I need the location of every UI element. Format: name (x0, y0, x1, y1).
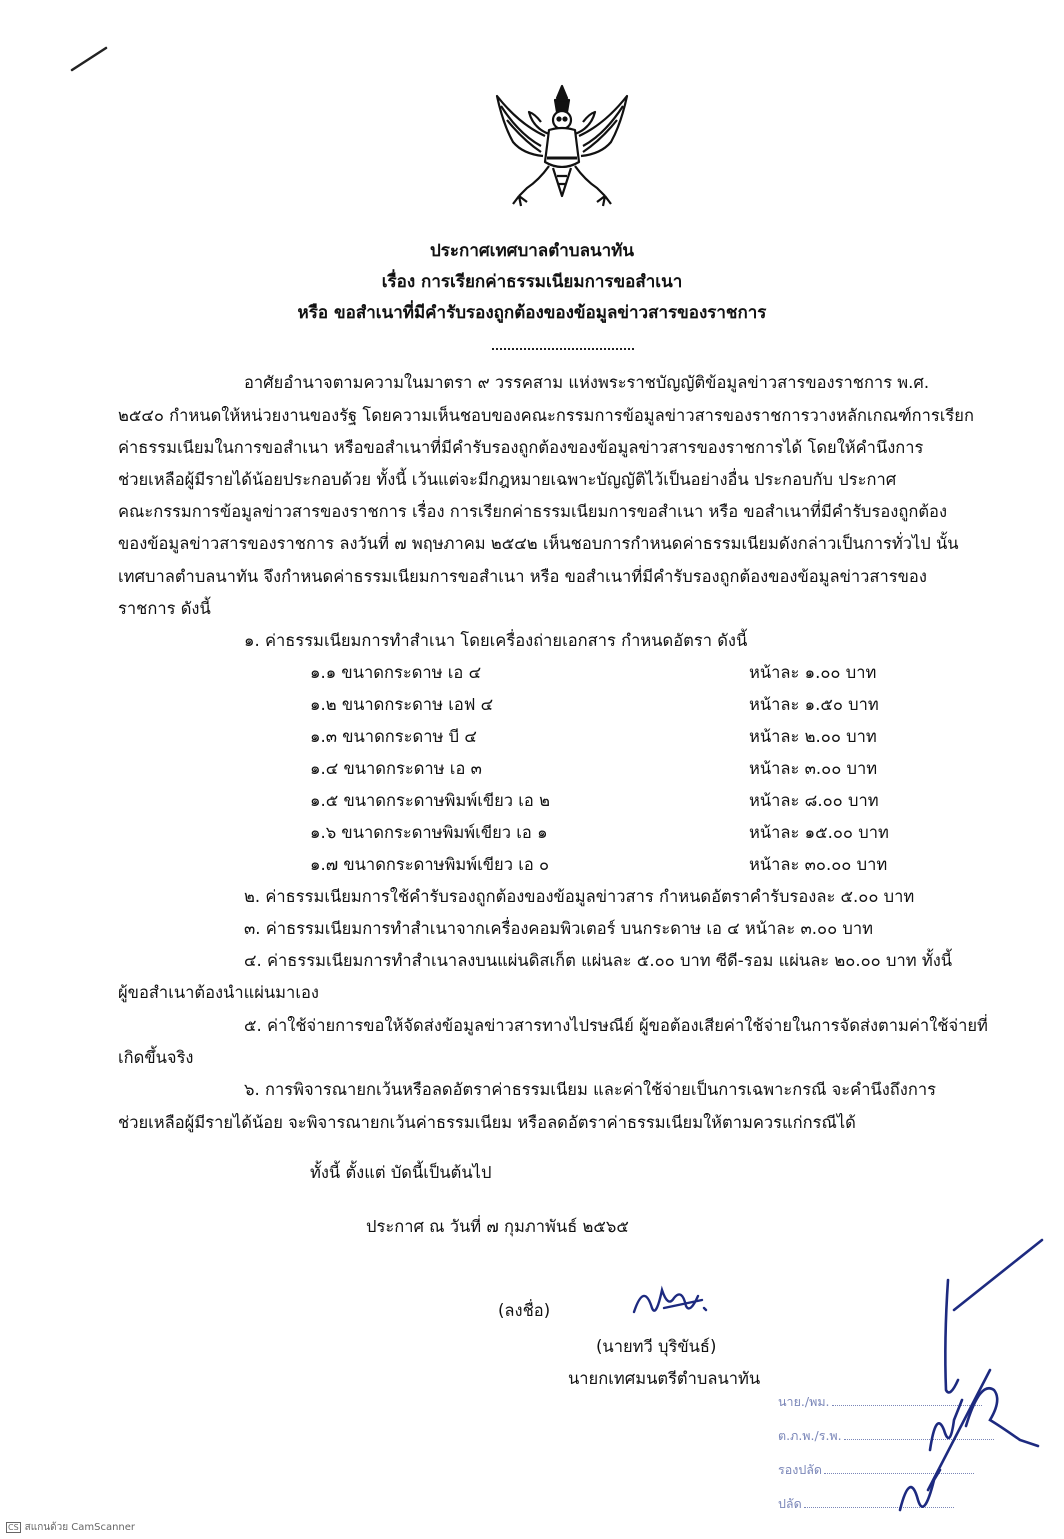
rate-price: หน้าละ ๑๕.๐๐ บาท (749, 823, 889, 842)
signer-name: (นายทวี บุริขันธ์) (596, 1337, 717, 1356)
camscanner-logo-icon: CS (8, 1523, 19, 1532)
announcement-title: ประกาศเทศบาลตำบลนาทัน (429, 241, 635, 261)
rate-label: ๑.๗ ขนาดกระดาษพิมพ์เขียว เอ ๐ (310, 855, 550, 874)
fee-item-4-continued: ผู้ขอสำเนาต้องนำแผ่นมาเอง (118, 983, 319, 1002)
fee-item-4: ๔. ค่าธรรมเนียมการทำสำเนาลงบนแผ่นดิสเก็ต แผ่นละ ๕.๐๐ บาท ซีดี-รอม แผ่นละ ๒๐.๐๐ บาท ทั้งนี้ (244, 951, 953, 970)
fee-item-2: ๒. ค่าธรรมเนียมการใช้คำรับรองถูกต้องของข้อมูลข่าวสาร กำหนดอัตราคำรับรองละ ๕.๐๐ บาท (244, 887, 915, 906)
rate-label: ๑.๕ ขนาดกระดาษพิมพ์เขียว เอ ๒ (310, 791, 550, 810)
stamp-row: ต.ภ.พ./ร.พ. (778, 1426, 994, 1446)
rate-price: หน้าละ ๑.๕๐ บาท (749, 695, 879, 714)
announcement-date: ประกาศ ณ วันที่ ๗ กุมภาพันธ์ ๒๕๖๕ (366, 1217, 629, 1236)
rate-label: ๑.๑ ขนาดกระดาษ เอ ๔ (310, 663, 482, 682)
intro-line: ช่วยเหลือผู้มีรายได้น้อยประกอบด้วย ทั้งนี้ เว้นแต่จะมีกฎหมายเฉพาะบัญญัติไว้เป็นอย่างอื่น ประกอบกับ ประกาศ (118, 470, 897, 489)
intro-line: คณะกรรมการข้อมูลข่าวสารของราชการ เรื่อง การเรียกค่าธรรมเนียมการขอสำเนา หรือ ขอสำเนาที่มีคำรับรองถูกต้อง (118, 502, 948, 521)
handwritten-approval-marks (870, 1230, 1060, 1530)
scanner-watermark (6, 1520, 135, 1535)
stamp-row: นาย./พม. (778, 1392, 982, 1412)
rate-label: ๑.๔ ขนาดกระดาษ เอ ๓ (310, 759, 482, 778)
garuda-emblem-icon (489, 84, 635, 210)
intro-line: ค่าธรรมเนียมในการขอสำเนา หรือขอสำเนาที่มีคำรับรองถูกต้องของข้อมูลข่าวสารของราชการได้ โดยให้คำนึงการ (118, 438, 924, 457)
intro-line: เทศบาลตำบลนาทัน จึงกำหนดค่าธรรมเนียมการขอสำเนา หรือ ขอสำเนาที่มีคำรับรองถูกต้องของข้อมูลข่าวสารของ (118, 567, 927, 586)
signed-label: (ลงชื่อ) (498, 1301, 551, 1320)
rate-price: หน้าละ ๑.๐๐ บาท (749, 663, 877, 682)
rate-label: ๑.๓ ขนาดกระดาษ บี ๔ (310, 727, 477, 746)
rate-price: หน้าละ ๒.๐๐ บาท (749, 727, 877, 746)
rate-label: ๑.๖ ขนาดกระดาษพิมพ์เขียว เอ ๑ (310, 823, 548, 842)
intro-line: ของข้อมูลข่าวสารของราชการ ลงวันที่ ๗ พฤษภาคม ๒๕๔๒ เห็นชอบการกำหนดค่าธรรมเนียมดังกล่าวเป็นการทั่วไป นั้น (118, 534, 959, 553)
fee-item-3: ๓. ค่าธรรมเนียมการทำสำเนาจากเครื่องคอมพิวเตอร์ บนกระดาษ เอ ๔ หน้าละ ๓.๐๐ บาท (244, 919, 874, 938)
rate-price: หน้าละ ๓๐.๐๐ บาท (749, 855, 888, 874)
rate-price: หน้าละ ๘.๐๐ บาท (749, 791, 879, 810)
signer-position: นายกเทศมนตรีตำบลนาทัน (568, 1369, 761, 1388)
rate-price: หน้าละ ๓.๐๐ บาท (749, 759, 878, 778)
intro-line: ราชการ ดังนี้ (118, 599, 211, 618)
fee-item-5: ๕. ค่าใช้จ่ายการขอให้จัดส่งข้อมูลข่าวสารทางไปรษณีย์ ผู้ขอต้องเสียค่าใช้จ่ายในการจัดส่งตามค่าใช้จ่ายที่ (244, 1016, 988, 1035)
title-divider (492, 348, 634, 350)
announcement-subject-continued: หรือ ขอสำเนาที่มีคำรับรองถูกต้องของข้อมูลข่าวสารของราชการ (297, 303, 767, 323)
intro-line: ๒๕๔๐ กำหนดให้หน่วยงานของรัฐ โดยความเห็นชอบของคณะกรรมการข้อมูลข่าวสารของราชการวางหลักเกณฑ์การเรียก (118, 406, 974, 425)
fee-item-5-continued: เกิดขึ้นจริง (118, 1048, 194, 1067)
intro-line: อาศัยอำนาจตามความในมาตรา ๙ วรรคสาม แห่งพระราชบัญญัติข้อมูลข่าวสารของราชการ พ.ศ. (244, 373, 930, 392)
fee-item-6: ๖. การพิจารณายกเว้นหรือลดอัตราค่าธรรมเนียม และค่าใช้จ่ายเป็นการเฉพาะกรณี จะคำนึงถึงการ (244, 1080, 936, 1099)
pen-mark (70, 44, 110, 74)
stamp-row: รองปลัด (778, 1460, 974, 1480)
fee-item-6-continued: ช่วยเหลือผู้มีรายได้น้อย จะพิจารณายกเว้นค่าธรรมเนียม หรือลดอัตราค่าธรรมเนียมให้ตามควรแก่กรณีได้ (118, 1113, 856, 1132)
signature-scribble (624, 1278, 714, 1328)
fee-item-1-title: ๑. ค่าธรรมเนียมการทำสำเนา โดยเครื่องถ่ายเอกสาร กำหนดอัตรา ดังนี้ (244, 631, 748, 650)
scanner-text: สแกนด้วย CamScanner (24, 1522, 136, 1533)
rate-label: ๑.๒ ขนาดกระดาษ เอฟ ๔ (310, 695, 494, 714)
announcement-subject: เรื่อง การเรียกค่าธรรมเนียมการขอสำเนา (381, 272, 683, 292)
stamp-row: ปลัด (778, 1494, 954, 1514)
effective-date-text: ทั้งนี้ ตั้งแต่ บัดนี้เป็นต้นไป (310, 1163, 492, 1182)
